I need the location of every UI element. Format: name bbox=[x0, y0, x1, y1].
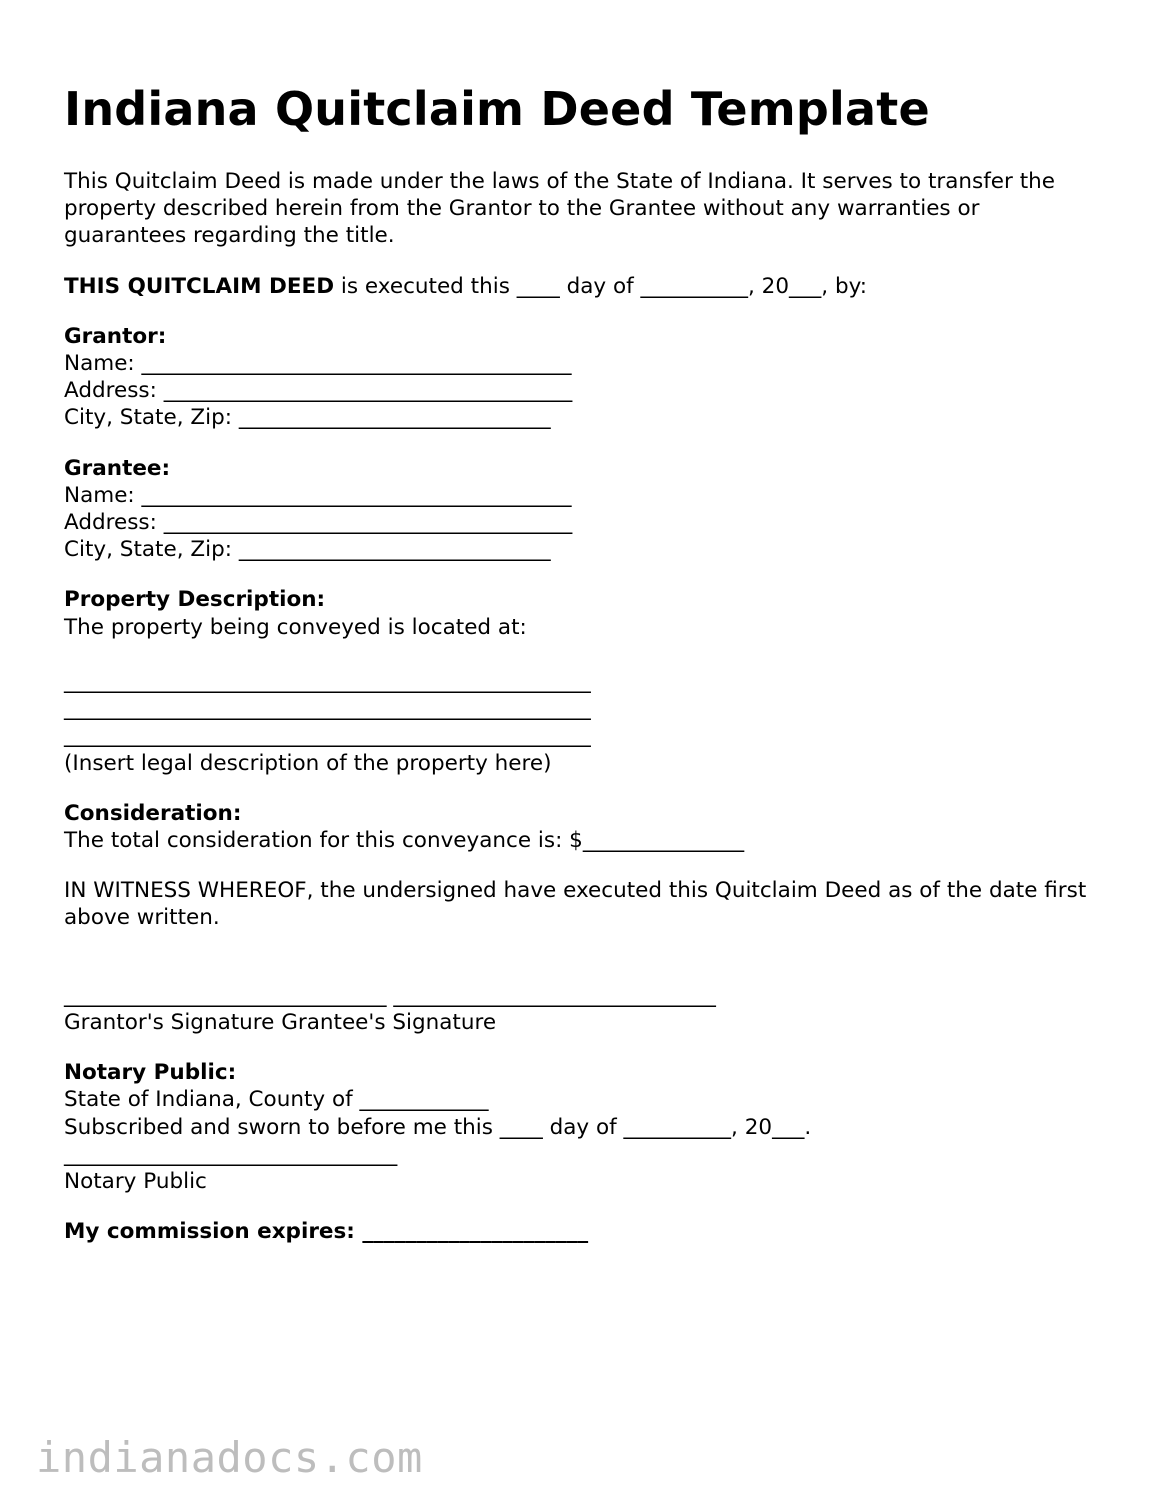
grantor-name-field: Name: ________________________________________ bbox=[64, 351, 572, 377]
signature-lines: ______________________________ ______________________________ bbox=[64, 982, 716, 1008]
commission-blank: _____________________ bbox=[354, 1219, 589, 1245]
grantee-name-field: Name: ________________________________________ bbox=[64, 482, 572, 508]
commission-label: My commission expires: bbox=[64, 1219, 355, 1245]
grantor-section bbox=[64, 323, 1104, 432]
grantee-address-field: Address: ______________________________________ bbox=[64, 510, 573, 536]
commission-line bbox=[64, 1218, 1104, 1245]
property-line-3: _________________________________________________ bbox=[64, 723, 591, 749]
execution-line bbox=[64, 273, 1104, 300]
grantor-city-field: City, State, Zip: _____________________________ bbox=[64, 405, 551, 431]
property-spacer bbox=[64, 641, 1104, 668]
grantor-heading: Grantor: bbox=[64, 323, 167, 349]
notary-heading: Notary Public: bbox=[64, 1060, 237, 1086]
notary-sworn-field: Subscribed and sworn to before me this ____ day of __________, 20___. bbox=[64, 1114, 812, 1140]
execution-text: is executed this ____ day of __________, 20___, by: bbox=[334, 273, 867, 299]
execution-bold-label: THIS QUITCLAIM DEED bbox=[64, 273, 335, 299]
grantee-city-field: City, State, Zip: _____________________________ bbox=[64, 537, 551, 563]
notary-county-field: State of Indiana, County of ____________ bbox=[64, 1087, 489, 1113]
page-title: Indiana Quitclaim Deed Template bbox=[64, 82, 930, 136]
property-section bbox=[64, 586, 1104, 776]
consideration-section bbox=[64, 800, 1104, 854]
grantor-address-field: Address: ______________________________________ bbox=[64, 378, 573, 404]
witness-paragraph: IN WITNESS WHEREOF, the undersigned have executed this Quitclaim Deed as of the date first above written. bbox=[64, 878, 1094, 931]
property-located-text: The property being conveyed is located at: bbox=[64, 614, 527, 640]
document-page bbox=[64, 78, 1104, 1269]
property-line-2: _________________________________________________ bbox=[64, 696, 591, 722]
signature-spacer bbox=[64, 955, 1104, 982]
consideration-text: The total consideration for this conveyance is: $_______________ bbox=[64, 828, 745, 854]
intro-paragraph: This Quitclaim Deed is made under the laws of the State of Indiana. It serves to transfer the property described herein from the Grantor to the Grantee without any warranties or guarantees regarding the title. bbox=[64, 169, 1062, 249]
grantee-heading: Grantee: bbox=[64, 455, 171, 481]
consideration-heading: Consideration: bbox=[64, 800, 242, 826]
notary-signature-line: _______________________________ bbox=[64, 1141, 398, 1167]
site-watermark: indianadocs.com bbox=[36, 1433, 423, 1482]
grantee-section bbox=[64, 455, 1104, 564]
signature-section bbox=[64, 955, 1104, 1037]
property-heading: Property Description: bbox=[64, 587, 326, 613]
signature-labels: Grantor's Signature Grantee's Signature bbox=[64, 1010, 497, 1036]
property-note: (Insert legal description of the property here) bbox=[64, 750, 552, 776]
notary-section bbox=[64, 1059, 1104, 1195]
property-line-1: _________________________________________________ bbox=[64, 669, 591, 695]
notary-label: Notary Public bbox=[64, 1169, 207, 1195]
